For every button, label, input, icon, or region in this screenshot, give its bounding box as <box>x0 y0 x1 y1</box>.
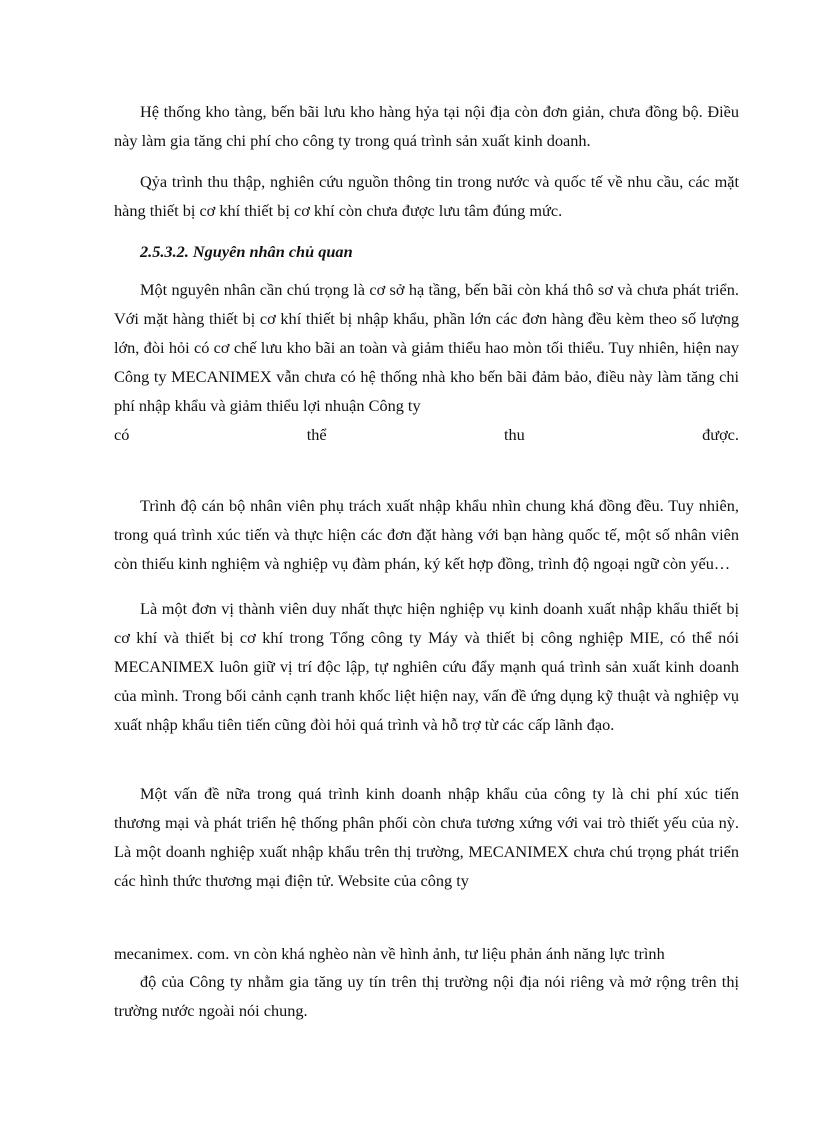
last-line-word-4: được. <box>702 425 739 444</box>
last-line-word-3: thu <box>503 425 525 444</box>
section-heading: 2.5.3.2. Nguyên nhân chủ quan <box>140 242 353 261</box>
paragraph-website-line: mecanimex. com. vn còn khá nghèo nàn về hình ảnh, tư liệu phản ánh năng lực trình <box>114 944 665 963</box>
paragraph-infrastructure <box>114 275 739 449</box>
paragraph-trade-promotion: Một vấn đề nữa trong quá trình kinh doanh nhập khẩu của công ty là chi phí xúc tiến thương mại và phát triển hệ thống phân phối còn chưa tương xứng với vai trò thiết yếu của nỳ. Là một doanh nghiệp xuất nhập khẩu trên thị trường, MECANIMEX chưa chú trọng phát triển các hình thức thương mại điện tử. Website của công ty <box>114 784 739 890</box>
paragraph-information-research: Qỷa trình thu thập, nghiên cứu nguồn thông tin trong nước và quốc tế về nhu cầu, các mặt hàng thiết bị cơ khí thiết bị cơ khí còn chưa được lưu tâm đúng mức. <box>114 172 739 220</box>
paragraph-infrastructure-body: Một nguyên nhân cần chú trọng là cơ sở hạ tầng, bến bãi còn khá thô sơ và chưa phát triển. Với mặt hàng thiết bị cơ khí thiết bị nhập khẩu, phần lớn các đơn hàng đều kèm theo số lượng lớn, đòi hỏi có cơ chế lưu kho bãi an toàn và giảm thiểu hao mòn tối thiểu. Tuy nhiên, hiện nay Công ty MECANIMEX vẫn chưa có hệ thống nhà kho bến bãi đảm bảo, điều này làm tăng chi phí nhập khẩu và giảm thiểu lợi nhuận Công ty <box>114 280 739 415</box>
paragraph-storage-system: Hệ thống kho tàng, bến bãi lưu kho hàng hỷa tại nội địa còn đơn giản, chưa đồng bộ. Điều này làm gia tăng chi phí cho công ty trong quá trình sản xuất kinh doanh. <box>114 102 739 150</box>
paragraph-member-unit: Là một đơn vị thành viên duy nhất thực hiện nghiệp vụ kinh doanh xuất nhập khẩu thiết bị cơ khí và thiết bị cơ khí trong Tổng công ty Máy và thiết bị công nghiệp MIE, có thể nói MECANIMEX luôn giữ vị trí độc lập, tự nghiên cứu đẩy mạnh quá trình sản xuất kinh doanh của mình. Trong bối cảnh cạnh tranh khốc liệt hiện nay, vấn đề ứng dụng kỹ thuật và nghiệp vụ xuất nhập khẩu tiên tiến cũng đòi hỏi quá trình và hỗ trợ từ các cấp lãnh đạo. <box>114 599 739 734</box>
paragraph-infrastructure-last-line <box>114 420 739 449</box>
last-line-word-2: thể <box>306 425 327 444</box>
last-line-word-1: có <box>114 425 130 444</box>
paragraph-company-capacity: độ của Công ty nhằm gia tăng uy tín trên thị trường nội địa nói riêng và mở rộng trên thị trường nước ngoài nói chung. <box>114 972 739 1020</box>
paragraph-staff-qualification: Trình độ cán bộ nhân viên phụ trách xuất nhập khẩu nhìn chung khá đồng đều. Tuy nhiên, trong quá trình xúc tiến và thực hiện các đơn đặt hàng với bạn hàng quốc tế, một số nhân viên còn thiếu kinh nghiệm và nghiệp vụ đàm phán, ký kết hợp đồng, trình độ ngoại ngữ còn yếu… <box>114 496 739 573</box>
